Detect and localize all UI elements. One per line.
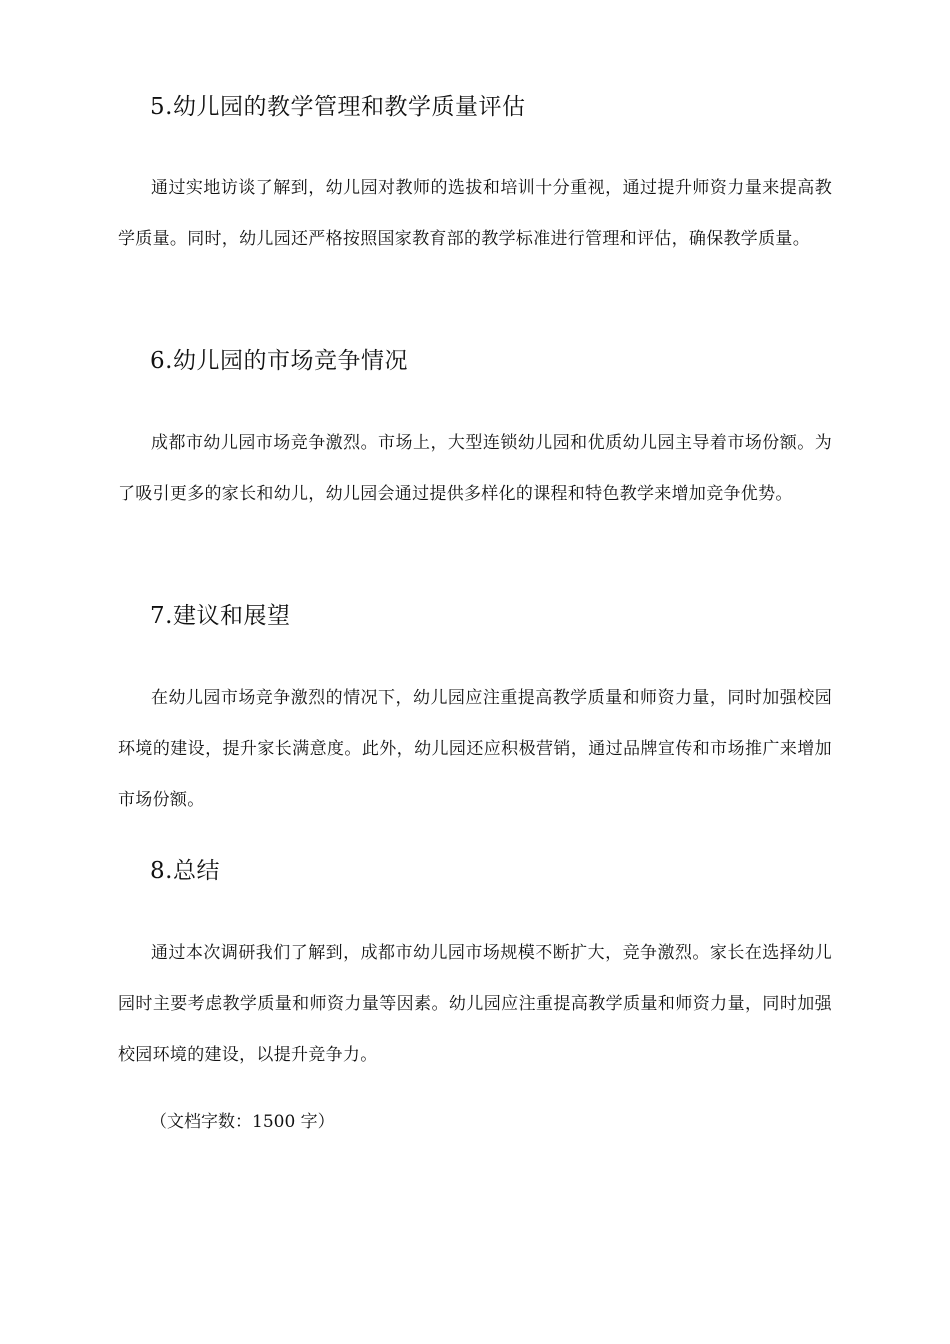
section-body-8: 通过本次调研我们了解到，成都市幼儿园市场规模不断扩大，竞争激烈。家长在选择幼儿园时主要考虑教学质量和师资力量等因素。幼儿园应注重提高教学质量和师资力量，同时加强校园环境的建设，以提升竞争力。 (118, 943, 832, 1065)
section-heading-6: 6.幼儿园的市场竞争情况 (150, 348, 408, 374)
section-body-7: 在幼儿园市场竞争激烈的情况下，幼儿园应注重提高教学质量和师资力量，同时加强校园环境的建设，提升家长满意度。此外，幼儿园还应积极营销，通过品牌宣传和市场推广来增加市场份额。 (118, 688, 832, 810)
section-heading-5: 5.幼儿园的教学管理和教学质量评估 (150, 94, 526, 120)
word-count-note: （文档字数：1500 字） (150, 1112, 335, 1132)
section-body-6: 成都市幼儿园市场竞争激烈。市场上，大型连锁幼儿园和优质幼儿园主导着市场份额。为了吸引更多的家长和幼儿，幼儿园会通过提供多样化的课程和特色教学来增加竞争优势。 (118, 433, 832, 504)
section-heading-8: 8.总结 (150, 858, 220, 884)
section-heading-7: 7.建议和展望 (150, 603, 291, 629)
section-body-5: 通过实地访谈了解到，幼儿园对教师的选拔和培训十分重视，通过提升师资力量来提高教学质量。同时，幼儿园还严格按照国家教育部的教学标准进行管理和评估，确保教学质量。 (118, 178, 832, 249)
